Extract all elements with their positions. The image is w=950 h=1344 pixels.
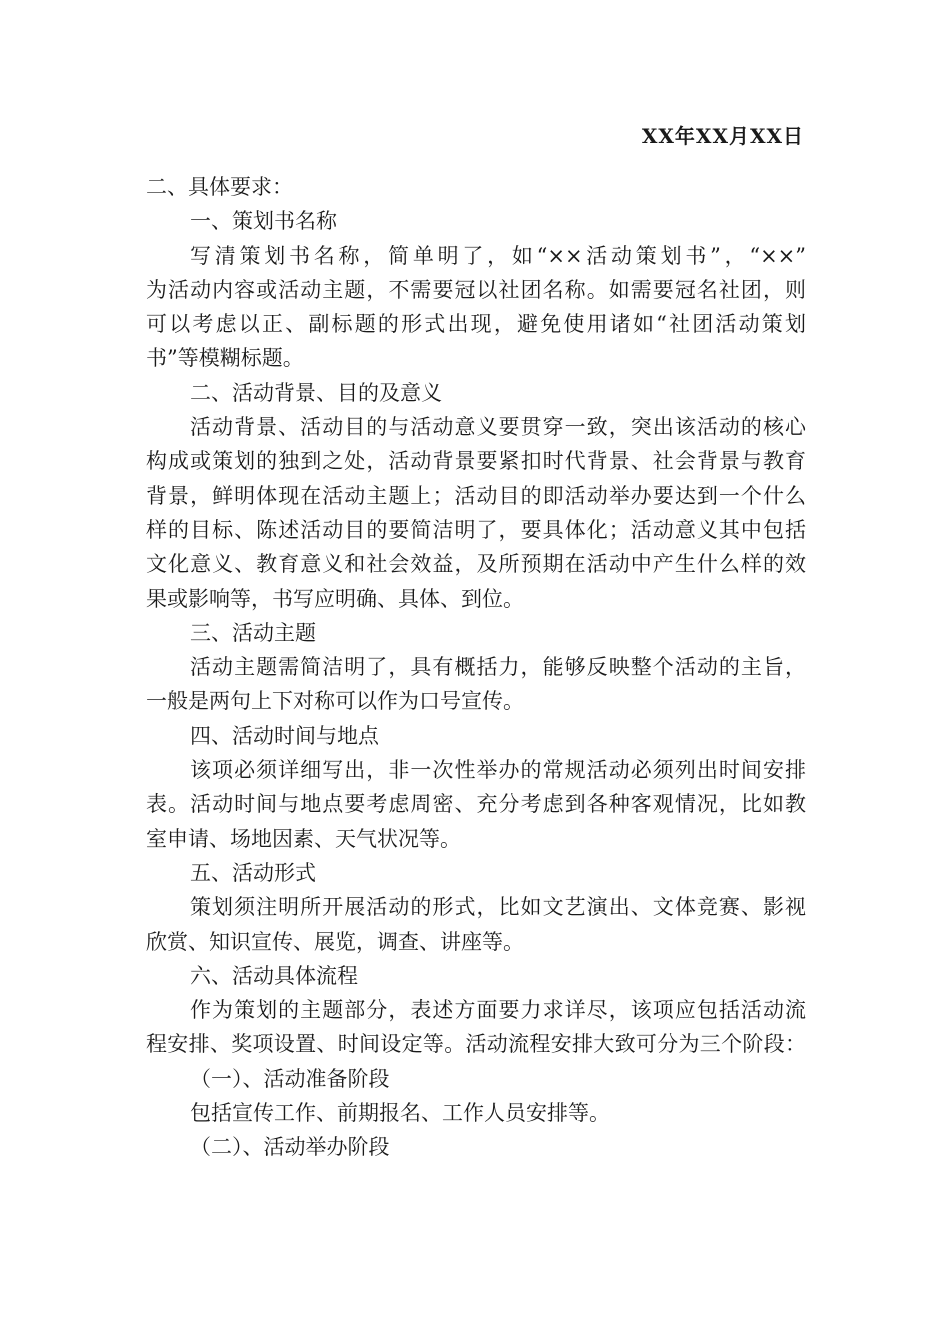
text-line: 一、策划书名称 <box>190 209 337 234</box>
text-line: 室申请、场地因素、天气状况等。 <box>146 826 461 851</box>
text-line: 为活动内容或活动主题，不需要冠以社团名称。如需要冠名社团，则 <box>146 277 806 302</box>
text-line: 六、活动具体流程 <box>190 963 358 988</box>
document-body <box>146 170 806 1165</box>
text-line: 四、活动时间与地点 <box>190 723 379 748</box>
document-date: XX年XX月XX日 <box>641 124 804 148</box>
text-line: 欣赏、知识宣传、展览，调查、讲座等。 <box>146 929 524 954</box>
text-line: 包括宣传工作、前期报名、工作人员安排等。 <box>190 1101 610 1126</box>
text-line: 果或影响等，书写应明确、具体、到位。 <box>146 586 524 611</box>
text-line: 表。活动时间与地点要考虑周密、充分考虑到各种客观情况，比如教 <box>146 792 806 817</box>
text-line: 文化意义、教育意义和社会效益，及所预期在活动中产生什么样的效 <box>146 552 806 577</box>
text-line: 构成或策划的独到之处，活动背景要紧扣时代背景、社会背景与教育 <box>146 449 806 474</box>
text-line: 该项必须详细写出，非一次性举办的常规活动必须列出时间安排 <box>190 758 806 783</box>
text-line: 程安排、奖项设置、时间设定等。活动流程安排大致可分为三个阶段： <box>146 1032 806 1057</box>
text-line: 样的目标、陈述活动目的要简洁明了，要具体化；活动意义其中包括 <box>146 517 806 542</box>
text-line: 活动背景、活动目的与活动意义要贯穿一致，突出该活动的核心 <box>190 415 806 440</box>
text-line: 二、活动背景、目的及意义 <box>190 380 442 405</box>
text-line: 策划须注明所开展活动的形式，比如文艺演出、文体竞赛、影视 <box>190 895 806 920</box>
text-line: 一般是两句上下对称可以作为口号宣传。 <box>146 689 524 714</box>
text-line: 背景，鲜明体现在活动主题上；活动目的即活动举办要达到一个什么 <box>146 483 806 508</box>
text-line: 二、具体要求： <box>146 175 293 199</box>
text-line: 三、活动主题 <box>190 620 316 645</box>
text-line: 可以考虑以正、副标题的形式出现，避免使用诸如“社团活动策划 <box>146 312 806 337</box>
text-line: （一）、活动准备阶段 <box>190 1066 390 1091</box>
text-line: （二）、活动举办阶段 <box>190 1135 390 1160</box>
text-line: 五、活动形式 <box>190 860 316 885</box>
text-line: 活动主题需简洁明了，具有概括力，能够反映整个活动的主旨， <box>190 655 806 680</box>
text-line: 书”等模糊标题。 <box>146 346 304 371</box>
text-line: 写清策划书名称，简单明了，如“××活动策划书”，“××” <box>190 243 806 268</box>
text-line: 作为策划的主题部分，表述方面要力求详尽，该项应包括活动流 <box>190 998 806 1023</box>
